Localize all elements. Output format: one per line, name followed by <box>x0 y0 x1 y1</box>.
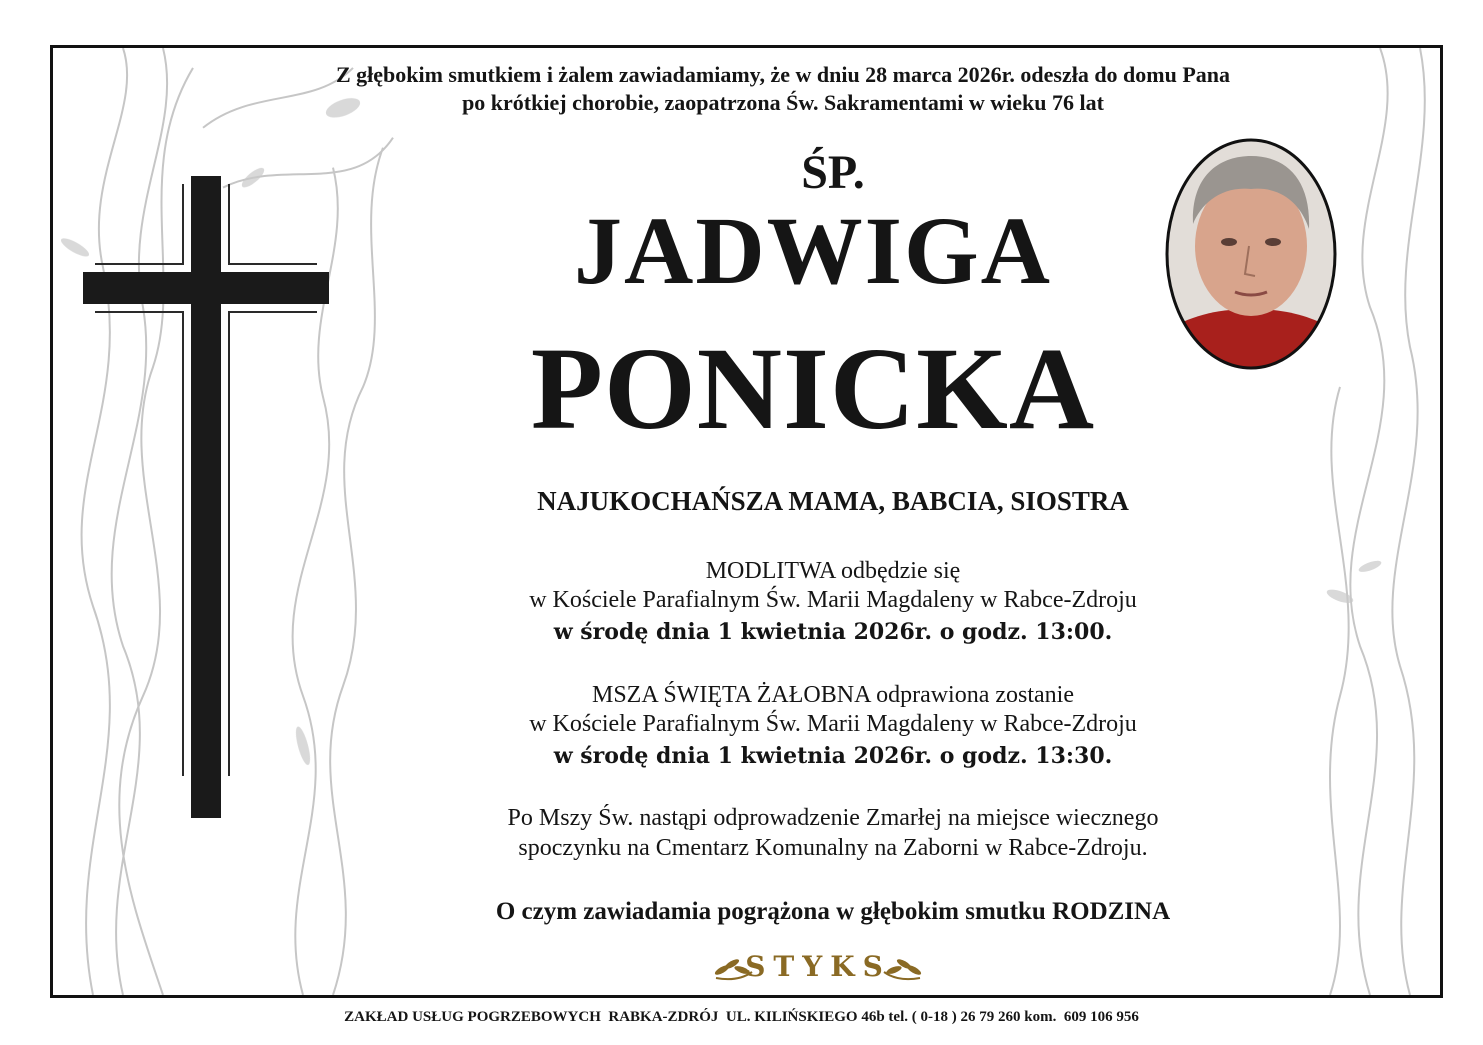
intro-line-1: Z głębokim smutkiem i żalem zawiadamiamy, że w dniu 28 marca 2026r. odeszła do domu Pana <box>335 62 1231 87</box>
last-name: PONICKA <box>530 323 1096 454</box>
footer-address: ZAKŁAD USŁUG POGRZEBOWYCH RABKA-ZDRÓJ UL. KILIŃSKIEGO 46b tel. ( 0-18 ) 26 79 260 kom. 609 106 956 <box>344 1009 1139 1025</box>
prayer-line-3: w środę dnia 1 kwietnia 2026r. o godz. 13:00. <box>553 619 1113 645</box>
closing-line: O czym zawiadamia pogrążona w głębokim smutku RODZINA <box>495 898 1171 925</box>
styks-logo <box>708 948 928 988</box>
burial-line-2: spoczynku na Cmentarz Komunalny na Zaborni w Rabce-Zdroju. <box>518 835 1148 861</box>
honorific: ŚP. <box>801 146 865 199</box>
burial-line-1: Po Mszy Św. nastąpi odprowadzenie Zmarłej na miejsce wiecznego <box>507 805 1159 831</box>
mass-line-2: w Kościele Parafialnym Św. Marii Magdaleny w Rabce-Zdroju <box>529 711 1137 737</box>
first-name: JADWIGA <box>573 197 1052 304</box>
obituary-frame <box>50 45 1443 998</box>
mass-line-1: MSZA ŚWIĘTA ŻAŁOBNA odprawiona zostanie <box>591 682 1074 708</box>
prayer-line-1: MODLITWA odbędzie się <box>705 558 961 584</box>
logo-text: STYKS <box>745 950 891 983</box>
intro-line-2: po krótkiej chorobie, zaopatrzona Św. Sakramentami w wieku 76 lat <box>462 90 1104 115</box>
mass-line-3: w środę dnia 1 kwietnia 2026r. o godz. 13:30. <box>553 743 1113 769</box>
prayer-line-2: w Kościele Parafialnym Św. Marii Magdaleny w Rabce-Zdroju <box>529 587 1137 613</box>
family-roles: NAJUKOCHAŃSZA MAMA, BABCIA, SIOSTRA <box>537 486 1129 516</box>
